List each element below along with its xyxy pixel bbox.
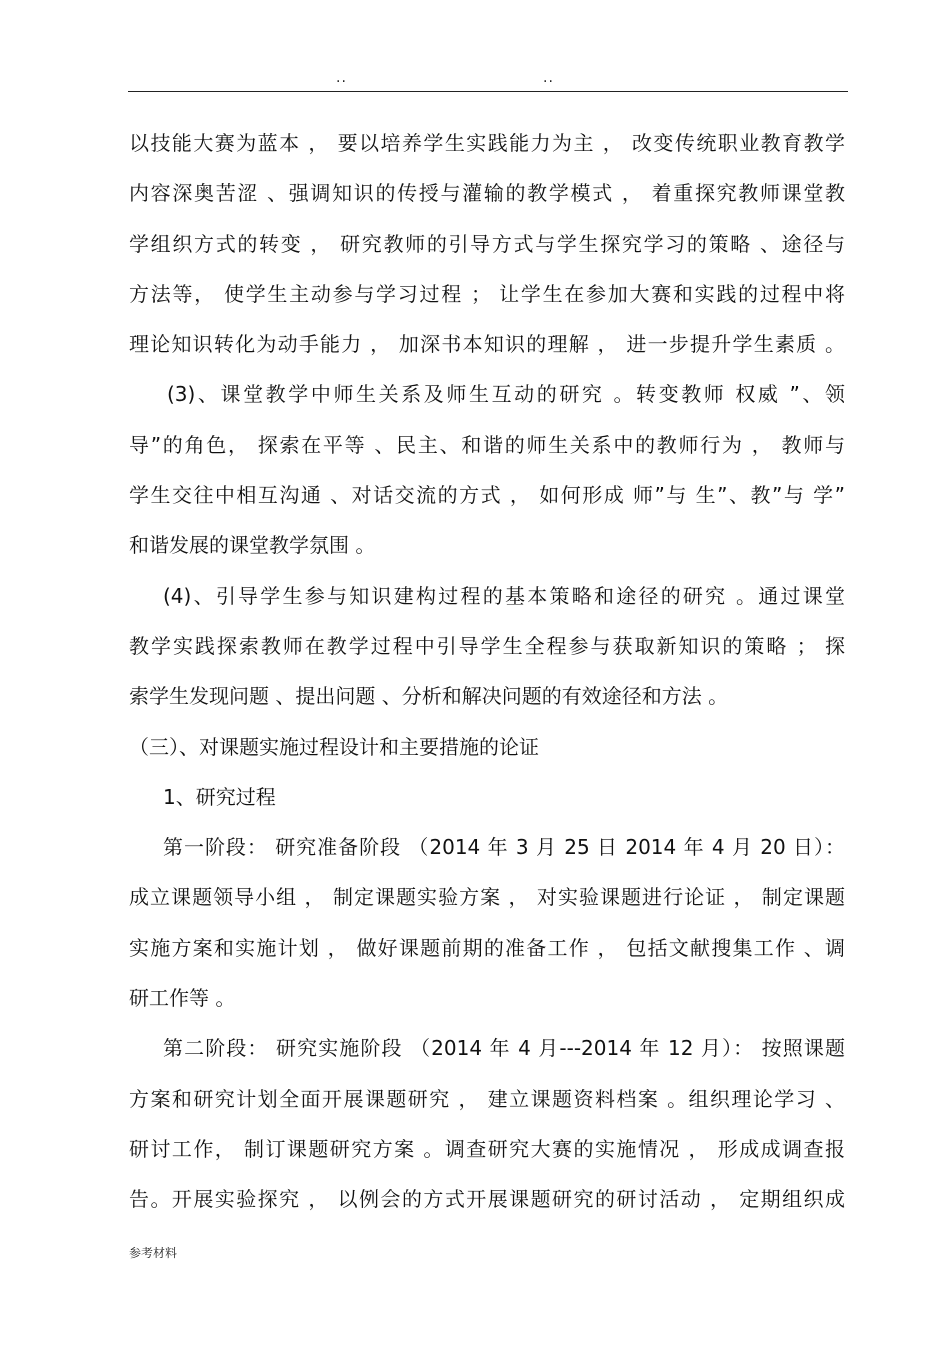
header-dots-left: .. (336, 70, 347, 86)
text-line: 方法等， 使学生主动参与学习过程 ； 让学生在参加大赛和实践的过程中将 (129, 281, 845, 306)
text-line: （三）、对课题实施过程设计和主要措施的论证 (129, 734, 539, 759)
text-line: 以技能大赛为蓝本 ， 要以培养学生实践能力为主 ， 改变传统职业教育教学 (129, 131, 845, 155)
text-line: 1、研究过程 (163, 784, 276, 809)
text-line: 告。开展实验探究 ， 以例会的方式开展课题研究的研讨活动 ， 定期组织成 (129, 1187, 845, 1212)
document-body (129, 118, 845, 1225)
text-line: 索学生发现问题 、提出问题 、分析和解决问题的有效途径和方法 。 (129, 684, 729, 709)
text-line: (4)、引导学生参与知识建构过程的基本策略和途径的研究 。通过课堂 (163, 583, 845, 608)
text-line: 研工作等 。 (129, 986, 236, 1011)
text-line: 第二阶段： 研究实施阶段 （2014 年 4 月---2014 年 12 月）： 按照课题 (163, 1036, 845, 1061)
text-line: 和谐发展的课堂教学氛围 。 (129, 533, 376, 558)
header-dots-right: .. (543, 70, 554, 86)
text-line: 第一阶段： 研究准备阶段 （2014 年 3 月 25 日 2014 年 4 月 20 日）： (163, 835, 845, 860)
text-line: 理论知识转化为动手能力 ， 加深书本知识的理解 ， 进一步提升学生素质 。 (129, 332, 845, 357)
text-line: 成立课题领导小组 ， 制定课题实验方案 ， 对实验课题进行论证 ， 制定课题 (129, 885, 845, 910)
text-line: 内容深奥苦涩 、强调知识的传授与灌输的教学模式 ， 着重探究教师课堂教 (129, 181, 845, 206)
text-line: 实施方案和实施计划 ， 做好课题前期的准备工作 ， 包括文献搜集工作 、调 (129, 935, 845, 960)
text-block (129, 118, 845, 1225)
footer-label: 参考材料 (129, 1246, 178, 1260)
text-line: (3)、课堂教学中师生关系及师生互动的研究 。转变教师 权威 ”、领 (167, 382, 845, 407)
text-line: 方案和研究计划全面开展课题研究 ， 建立课题资料档案 。组织理论学习 、 (129, 1086, 845, 1111)
text-line: 导”的角色， 探索在平等 、民主、和谐的师生关系中的教师行为 ， 教师与 (129, 432, 845, 457)
text-line: 教学实践探索教师在教学过程中引导学生全程参与获取新知识的策略 ； 探 (129, 633, 845, 658)
text-line: 研讨工作， 制订课题研究方案 。调查研究大赛的实施情况 ， 形成成调查报 (129, 1136, 845, 1161)
text-line: 学生交往中相互沟通 、对话交流的方式 ， 如何形成 师”与 生”、教”与 学” (129, 483, 845, 508)
text-line: 学组织方式的转变 ， 研究教师的引导方式与学生探究学习的策略 、途径与 (129, 231, 845, 256)
header-rule (128, 91, 848, 92)
